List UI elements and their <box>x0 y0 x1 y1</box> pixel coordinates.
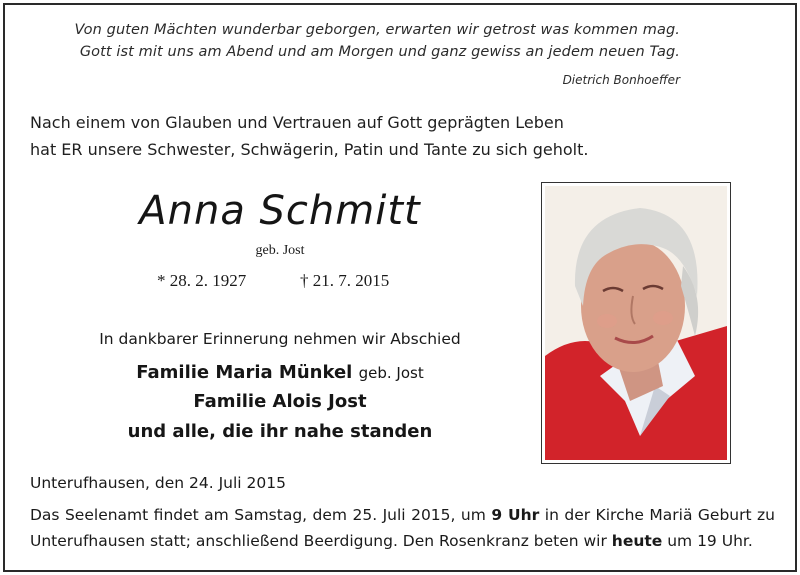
notice-part-1: Das Seelenamt findet am Samstag, dem 25. Juli 2015, um <box>30 506 492 524</box>
quote-line-2: Gott ist mit uns am Abend und am Morgen und ganz gewiss an jedem neuen Tag. <box>79 44 680 60</box>
deceased-name: Anna Schmitt <box>139 188 421 234</box>
intro-line-1: Nach einem von Glauben und Vertrauen auf Gott geprägten Leben <box>30 113 564 132</box>
notice-time: 9 Uhr <box>491 506 540 524</box>
family-1-suffix: geb. Jost <box>358 364 424 382</box>
family-2: Familie Alois Jost <box>193 391 367 412</box>
quote-line-1: Von guten Mächten wunderbar geborgen, erwarten wir getrost was kommen mag. <box>74 22 680 38</box>
place-date: Unterufhausen, den 24. Juli 2015 <box>30 474 286 492</box>
family-1-name: Familie Maria Münkel <box>136 362 353 383</box>
birth-date: * 28. 2. 1927 <box>157 271 247 290</box>
portrait-illustration <box>545 186 727 460</box>
notice-today: heute <box>611 532 663 550</box>
family-1 <box>0 362 560 383</box>
maiden-name: geb. Jost <box>255 243 305 258</box>
family-3: und alle, die ihr nahe standen <box>127 421 433 442</box>
farewell-line: In dankbarer Erinnerung nehmen wir Abschied <box>99 330 461 348</box>
service-notice <box>30 502 775 554</box>
intro-line-2: hat ER unsere Schwester, Schwägerin, Patin und Tante zu sich geholt. <box>30 140 589 159</box>
notice-part-3: um 19 Uhr. <box>662 532 753 550</box>
quote-author: Dietrich Bonhoeffer <box>562 73 680 87</box>
notice-part-2: in der Kirche Mariä Geburt zu Unterufhausen statt; anschließend Beerdigung. Den Rosenkranz beten wir <box>30 506 775 550</box>
death-date: † 21. 7. 2015 <box>300 271 390 290</box>
portrait-photo <box>545 186 727 460</box>
portrait-frame <box>541 182 731 464</box>
